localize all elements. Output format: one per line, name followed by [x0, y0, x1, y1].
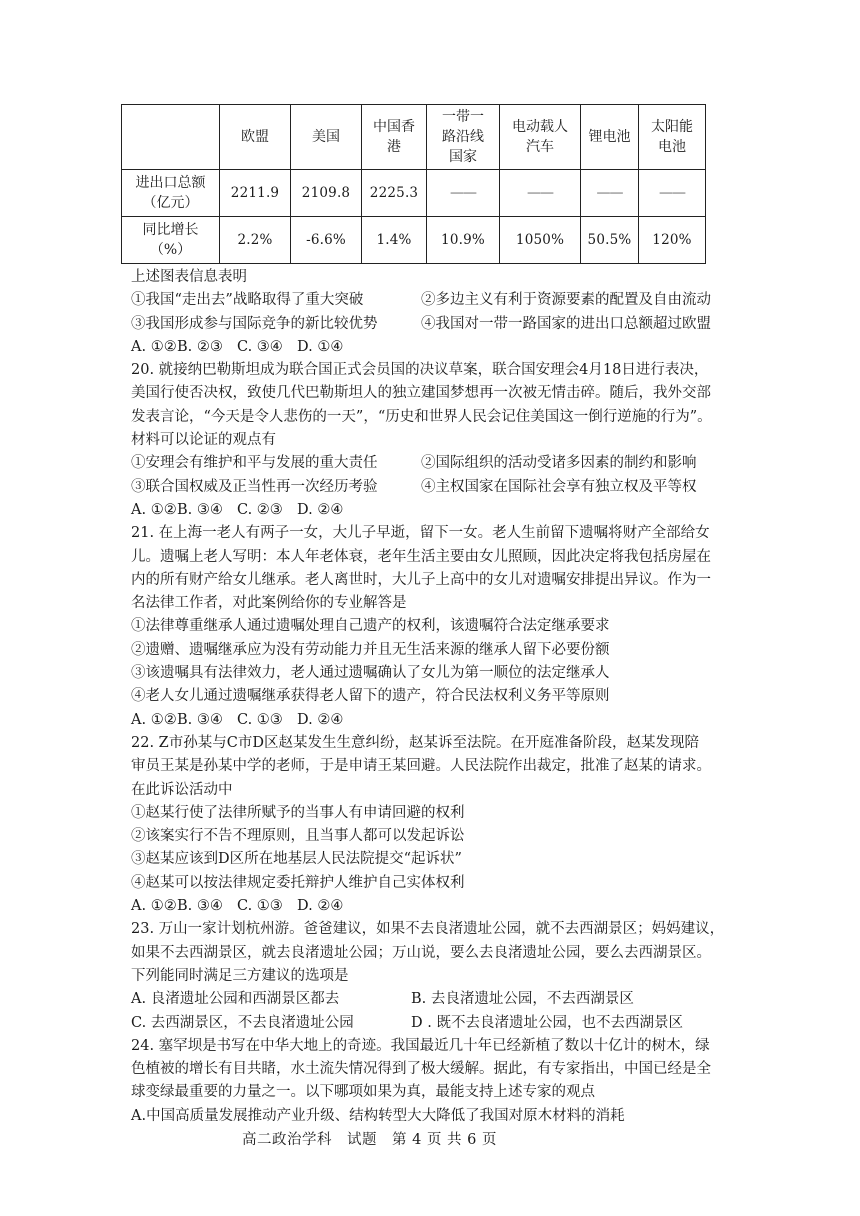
option-d: D. ①④ — [297, 338, 344, 355]
statement: ③联合国权威及正当性再一次经历考验 — [131, 478, 378, 495]
table-row — [122, 217, 706, 264]
table-cell: 2.2% — [220, 217, 291, 264]
q20-statements-1-2 — [131, 452, 771, 475]
q23-options-c-d — [131, 1012, 771, 1035]
q23-options-a-b — [131, 988, 771, 1011]
option-b: B. ②③ — [177, 338, 223, 355]
table-cell: 10.9% — [427, 217, 500, 264]
table-cell: —— — [639, 170, 706, 217]
q24-line: 色植被的增长有目共睹，水土流失情况得到了极大缓解。据此，有专家指出，中国已经是全 — [131, 1061, 711, 1078]
option-b: B. 去良渚遗址公园，不去西湖景区 — [411, 991, 634, 1008]
page-footer: 高二政治学科 试题 第 4 页 共 6 页 — [242, 1132, 497, 1148]
option-d: D. ②④ — [297, 711, 344, 728]
q20-line: 美国行使否决权，致使几代巴勒斯坦人的独立建国梦想再一次被无情击碎。随后，我外交部 — [131, 385, 711, 402]
q20-line: 20. 就接纳巴勒斯坦成为联合国正式会员国的决议草案，联合国安理会4月18日进行表决， — [131, 362, 709, 379]
table-cell: 2225.3 — [362, 170, 427, 217]
option-b: B. ③④ — [177, 711, 223, 728]
q20-line: 材料可以论证的观点有 — [131, 432, 276, 449]
option-d: D . 既不去良渚遗址公园，也不去西湖景区 — [411, 1014, 683, 1031]
statement: ②国际组织的活动受诸多因素的制约和影响 — [421, 455, 697, 472]
table-header-cell: 美国 — [291, 105, 362, 170]
statement: ④主权国家在国际社会享有独立权及平等权 — [421, 478, 697, 495]
q20-line: 发表言论，“今天是令人悲伤的一天”，“历史和世界人民会记住美国这一倒行逆施的行为”。 — [131, 408, 712, 425]
option-c: C. ②③ — [237, 501, 283, 518]
q21-options — [131, 709, 771, 732]
q23-line: 23. 万山一家计划杭州游。爸爸建议，如果不去良渚遗址公园，就不去西湖景区；妈妈建议， — [131, 921, 725, 938]
q24-line: 24. 塞罕坝是书写在中华大地上的奇迹。我国最近几十年已经新植了数以十亿计的树木，绿 — [131, 1037, 710, 1054]
statement: ②遗赠、遗嘱继承应为没有劳动能力并且无生活来源的继承人留下必要份额 — [131, 641, 610, 658]
table-cell: 1.4% — [362, 217, 427, 264]
table-cell: 1050% — [500, 217, 581, 264]
statement: ①安理会有维护和平与发展的重大责任 — [131, 455, 378, 472]
question-body — [131, 266, 771, 1128]
option-c: C. ①③ — [237, 898, 283, 915]
table-header-cell: 一带一 路沿线 国家 — [427, 105, 500, 170]
q21-line: 内的所有财产给女儿继承。老人离世时，大儿子上高中的女儿对遗嘱安排提出异议。作为一 — [131, 571, 711, 588]
table-cell: -6.6% — [291, 217, 362, 264]
q23-line: 下列能同时满足三方建议的选项是 — [131, 967, 349, 984]
statement: ①赵某行使了法律所赋予的当事人有申请回避的权利 — [131, 804, 465, 821]
statement: ②多边主义有利于资源要素的配置及自由流动 — [421, 292, 711, 309]
q20-statements-3-4 — [131, 476, 771, 499]
table-header-row — [122, 105, 706, 170]
option-a: A. 良渚遗址公园和西湖景区都去 — [131, 991, 340, 1008]
q19-stem: 上述图表信息表明 — [131, 269, 247, 285]
table-header-cell: 电动载人 汽车 — [500, 105, 581, 170]
option-a: A. ①② — [131, 338, 177, 355]
table-header-cell: 欧盟 — [220, 105, 291, 170]
table-cell: 2211.9 — [220, 170, 291, 217]
option-c: C. 去西湖景区，不去良渚遗址公园 — [131, 1014, 354, 1031]
q21-line: 儿。遗嘱上老人写明：本人年老体衰，老年生活主要由女儿照顾，因此决定将我包括房屋在 — [131, 548, 711, 565]
q19-options — [131, 336, 771, 359]
table-header-cell: 太阳能 电池 — [639, 105, 706, 170]
q21-line: 名法律工作者，对此案例给你的专业解答是 — [131, 595, 407, 612]
option-c: C. ①③ — [237, 711, 283, 728]
q23-line: 如果不去西湖景区，就去良渚遗址公园；万山说，要么去良渚遗址公园，要么去西湖景区。 — [131, 944, 711, 961]
statement: ①我国“走出去”战略取得了重大突破 — [131, 292, 364, 309]
table-cell: —— — [427, 170, 500, 217]
row-label: 进出口总额 （亿元） — [122, 170, 220, 217]
option-a: A. ①② — [131, 898, 177, 915]
table-cell: —— — [500, 170, 581, 217]
table-cell: 2109.8 — [291, 170, 362, 217]
option-a: A. ①② — [131, 711, 177, 728]
table-header-cell: 锂电池 — [581, 105, 639, 170]
option-d: D. ②④ — [297, 501, 344, 518]
statement: ④我国对一带一路国家的进出口总额超过欧盟 — [421, 315, 711, 332]
option-a: A. ①② — [131, 501, 177, 518]
q19-statements-3-4 — [131, 313, 771, 336]
table-row — [122, 170, 706, 217]
q19-statements-1-2 — [131, 289, 771, 312]
statement: ①法律尊重继承人通过遗嘱处理自己遗产的权利，该遗嘱符合法定继承要求 — [131, 618, 610, 635]
table-cell: —— — [581, 170, 639, 217]
statement: ③我国形成参与国际竞争的新比较优势 — [131, 315, 378, 332]
statement: ②该案实行不告不理原则，且当事人都可以发起诉讼 — [131, 828, 465, 845]
table-cell: 50.5% — [581, 217, 639, 264]
trade-table — [121, 104, 706, 264]
statement: ③赵某应该到D区所在地基层人民法院提交“起诉状” — [131, 851, 462, 868]
row-label: 同比增长 （%） — [122, 217, 220, 264]
option-d: D. ②④ — [297, 898, 344, 915]
option-b: B. ③④ — [177, 898, 223, 915]
q22-line: 在此诉讼活动中 — [131, 781, 233, 798]
statement: ④赵某可以按法律规定委托辩护人维护自己实体权利 — [131, 874, 465, 891]
table-header-cell — [122, 105, 220, 170]
q22-line: 22. Z市孙某与C市D区赵某发生生意纠纷，赵某诉至法院。在开庭准备阶段，赵某发现陪 — [131, 734, 699, 751]
q22-options — [131, 895, 771, 918]
table-header-cell: 中国香 港 — [362, 105, 427, 170]
option-a: A.中国高质量发展推动产业升级、结构转型大大降低了我国对原木材料的消耗 — [131, 1107, 625, 1124]
option-c: C. ③④ — [237, 338, 283, 355]
option-b: B. ③④ — [177, 501, 223, 518]
q22-line: 审员王某是孙某中学的老师，于是申请王某回避。人民法院作出裁定，批准了赵某的请求。 — [131, 758, 711, 775]
statement: ③该遗嘱具有法律效力，老人通过遗嘱确认了女儿为第一顺位的法定继承人 — [131, 665, 610, 682]
table-cell: 120% — [639, 217, 706, 264]
statement: ④老人女儿通过遗嘱继承获得老人留下的遗产，符合民法权利义务平等原则 — [131, 688, 610, 705]
q21-line: 21. 在上海一老人有两子一女，大儿子早逝，留下一女。老人生前留下遗嘱将财产全部给女 — [131, 525, 710, 542]
q24-line: 球变绿最重要的力量之一。以下哪项如果为真，最能支持上述专家的观点 — [131, 1084, 595, 1101]
q20-options — [131, 499, 771, 522]
